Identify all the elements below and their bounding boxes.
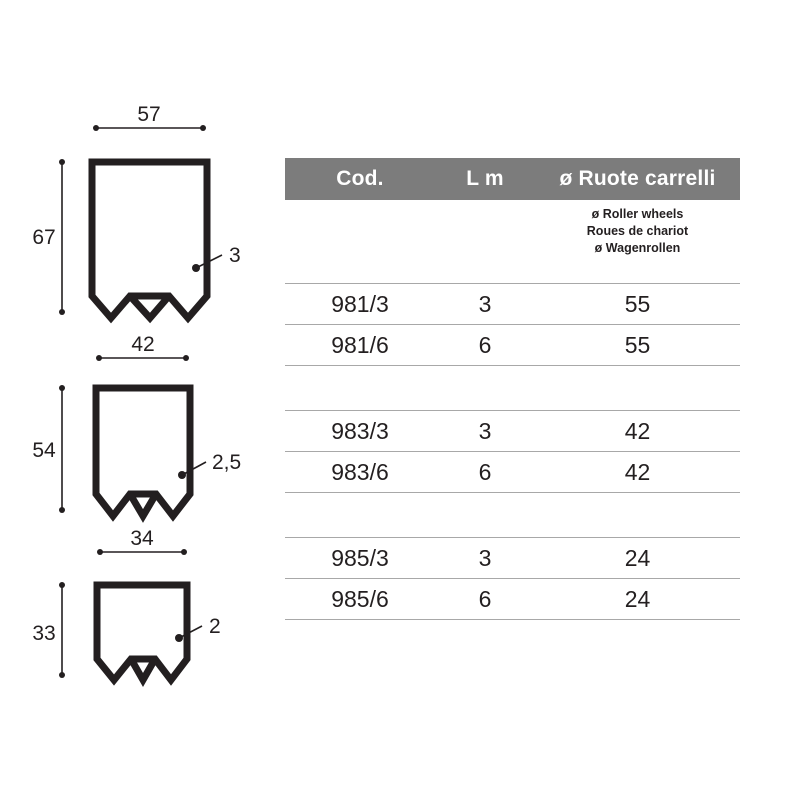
thickness-leader bbox=[182, 462, 206, 475]
cell-wheel: 42 bbox=[624, 417, 651, 444]
cell-cod: 985/6 bbox=[331, 585, 389, 612]
cell-lm: 3 bbox=[478, 544, 492, 571]
drawings-column bbox=[0, 0, 285, 800]
thickness-label: 2 bbox=[209, 615, 221, 638]
group-spacer bbox=[285, 269, 740, 283]
profile-helper bbox=[92, 162, 207, 314]
cell-wheel: 55 bbox=[624, 331, 651, 358]
drawing-profile-981 bbox=[0, 100, 285, 330]
cell-wheel: 55 bbox=[624, 290, 651, 317]
table-header-row bbox=[285, 158, 740, 200]
thickness-leader-dot bbox=[175, 634, 183, 642]
profile-outline bbox=[92, 162, 207, 318]
width-label: 34 bbox=[130, 530, 154, 550]
profile-outline bbox=[96, 388, 190, 516]
thickness-label: 2,5 bbox=[212, 451, 242, 474]
subtitle-en: ø Roller wheels bbox=[591, 207, 684, 221]
cell-cod: 983/3 bbox=[331, 417, 389, 444]
table-row bbox=[285, 579, 740, 620]
drawing-profile-983 bbox=[0, 330, 285, 530]
subtitle-fr: Roues de chariot bbox=[586, 224, 689, 238]
table-row bbox=[285, 325, 740, 366]
cell-cod: 981/3 bbox=[331, 290, 389, 317]
specifications-table bbox=[285, 158, 740, 620]
cell-wheel: 42 bbox=[624, 458, 651, 485]
height-label: 67 bbox=[32, 226, 56, 249]
cell-cod: 981/6 bbox=[331, 331, 389, 358]
group-spacer bbox=[285, 493, 740, 537]
table-row bbox=[285, 452, 740, 493]
drawing-profile-985 bbox=[0, 530, 285, 700]
cell-lm: 3 bbox=[478, 290, 492, 317]
cell-cod: 983/6 bbox=[331, 458, 389, 485]
table-row bbox=[285, 537, 740, 579]
table-row bbox=[285, 410, 740, 452]
cell-lm: 6 bbox=[478, 585, 492, 612]
cell-lm: 6 bbox=[478, 331, 492, 358]
thickness-label: 3 bbox=[229, 244, 241, 267]
subtitle-de: ø Wagenrollen bbox=[594, 241, 681, 255]
group-spacer bbox=[285, 366, 740, 410]
height-label: 33 bbox=[32, 622, 56, 645]
table-body bbox=[285, 269, 740, 620]
profile-outline bbox=[97, 585, 187, 680]
cell-wheel: 24 bbox=[624, 585, 651, 612]
header-lm: L m bbox=[466, 167, 504, 190]
width-label: 42 bbox=[131, 333, 155, 356]
header-cod: Cod. bbox=[336, 167, 384, 190]
thickness-leader-dot bbox=[178, 471, 186, 479]
header-roller-wheels: ø Ruote carrelli bbox=[559, 167, 716, 190]
header-subtitles bbox=[285, 200, 740, 261]
width-label: 57 bbox=[137, 103, 161, 126]
cell-cod: 985/3 bbox=[331, 544, 389, 571]
cell-lm: 6 bbox=[478, 458, 492, 485]
thickness-leader-dot bbox=[192, 264, 200, 272]
table-row bbox=[285, 283, 740, 325]
height-label: 54 bbox=[32, 439, 56, 462]
cell-wheel: 24 bbox=[624, 544, 651, 571]
cell-lm: 3 bbox=[478, 417, 492, 444]
